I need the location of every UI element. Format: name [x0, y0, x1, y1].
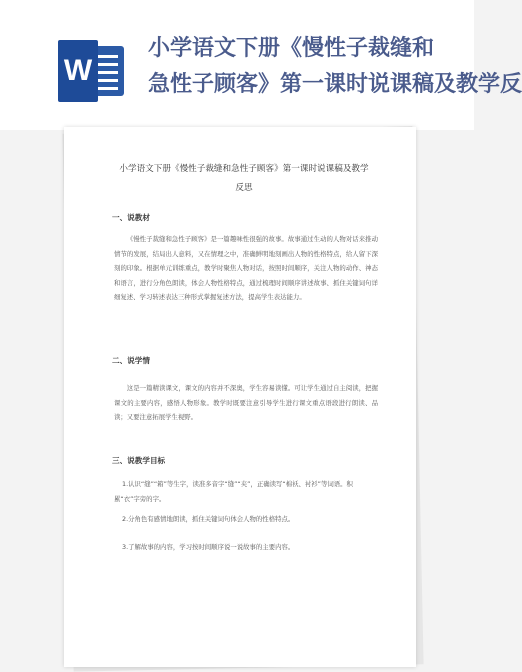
word-doc-icon	[56, 40, 126, 102]
banner-title-line1: 小学语文下册《慢性子裁缝和	[148, 35, 435, 61]
section-paragraph-2: 这是一篇精读课文，课文的内容并不深奥，学生容易读懂。可让学生通过自主阅读，把握课文的主要内容，感悟人物形象。教学时既要注意引导学生进行课文重点语段进行朗读、品读；又要注意拓展学生视野。	[114, 384, 378, 421]
banner-title	[148, 30, 522, 102]
document-title-line2: 反思	[235, 183, 253, 193]
section-paragraph-1: 《慢性子裁缝和急性子顾客》是一篇趣味性很强的故事。故事通过生动的人物对话来推动情节的发展，结局出人意料，又在情理之中，准确鲜明地刻画出人物的性格特点，给人留下深刻的印象。根据单元训练重点，教学时聚焦人物对话，按照时间顺序，关注人物的动作、神态和语言，进行分角色朗读，体会人物性格特点，通过梳理时间顺序讲述故事、抓住关键词句详细复述、学习转述表达三种形式掌握复述方法，提高学生表达能力。	[114, 235, 378, 301]
document-page	[64, 127, 416, 667]
section-heading-3: 三、说教学目标	[112, 456, 166, 465]
banner-title-line2: 急性子顾客》第一课时说课稿及教学反	[148, 71, 522, 97]
goal-item-3	[114, 540, 378, 555]
goal-item-2	[114, 512, 378, 527]
section-heading-2: 二、说学情	[112, 356, 150, 365]
document-title-line1: 小学语文下册《慢性子裁缝和急性子顾客》第一课时说课稿及教学	[119, 164, 369, 174]
section-heading-1: 一、说教材	[112, 213, 150, 222]
document-title	[104, 160, 384, 198]
goal-item-2-text: 2.分角色有感情地朗读，抓住关键词句体会人物的性格特点。	[122, 515, 295, 523]
word-icon-letter: W	[58, 40, 98, 102]
banner	[0, 0, 522, 130]
goal-item-3-text: 3.了解故事的内容，学习按时间顺序说一说故事的主要内容。	[122, 543, 295, 551]
goal-item-1	[114, 477, 378, 506]
goal-item-1-text: 1.认识“缝”“箱”等生字，读准多音字“缝”“夹”，正确读写“棉袄、衬衫”等词语。积累“衣”字旁的字。	[114, 480, 353, 503]
